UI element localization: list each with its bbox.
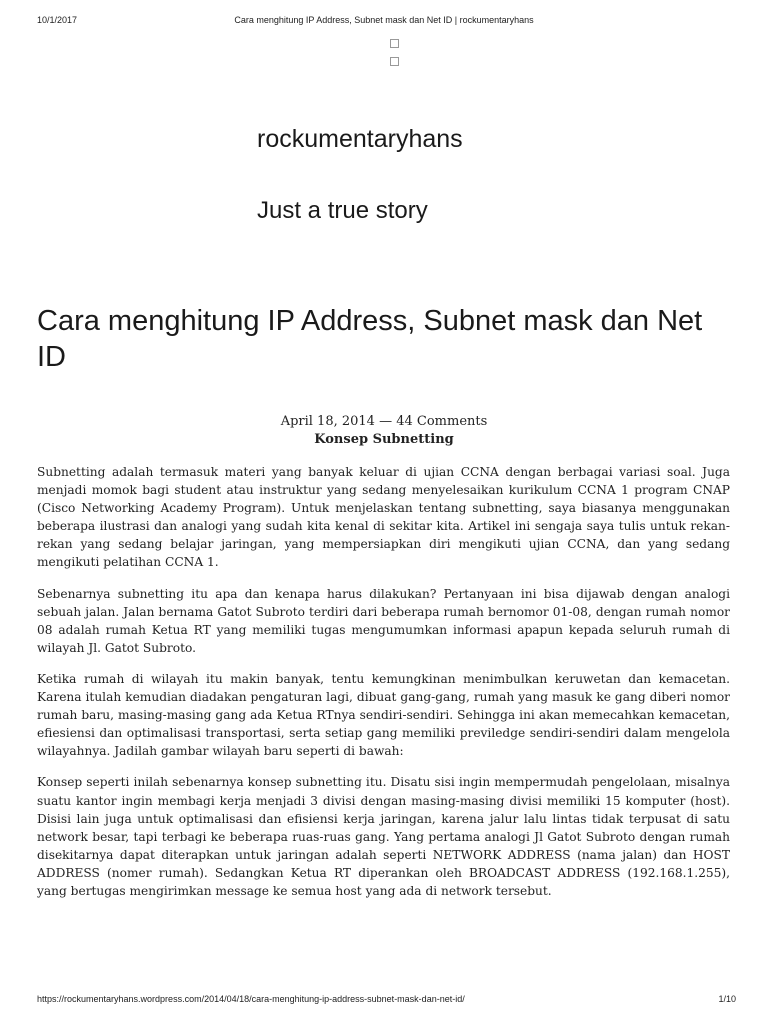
paragraph: Konsep seperti inilah sebenarnya konsep subnetting itu. Disatu sisi ingin mempermudah pengelolaan, misalnya suatu kantor ingin membagi kerja menjadi 3 divisi dengan masing-masing divisi memiliki 15 komputer (host). Disisi lain juga untuk optimalisasi dan efisiensi kerja jaringan, karena jalur lalu lintas tidak terpusat di satu network besar, tapi terbagi ke beberapa ruas-ruas gang. Yang pertama analogi Jl Gatot Subroto dengan rumah disekitarnya dapat diterapkan untuk jaringan adalah seperti NETWORK ADDRESS (nama jalan) dan HOST ADDRESS (nomer rumah). Sedangkan Ketua RT diperankan oleh BROADCAST ADDRESS (192.168.1.255), yang bertugas mengirimkan message ke semua host yang ada di network tersebut.: [37, 775, 730, 898]
paragraph: Ketika rumah di wilayah itu makin banyak, tentu kemungkinan menimbulkan keruwetan dan kemacetan. Karena itulah kemudian diadakan pengaturan lagi, dibuat gang-gang, rumah yang masuk ke gang diberi nomor rumah baru, masing-masing gang ada Ketua RTnya sendiri-sendiri. Sehingga ini akan memecahkan kemacetan, efiesiensi dan optimalisasi transportasi, serta setiap gang memiliki previledge sendiri-sendiri dalam mengelola wilayahnya. Jadilah gambar wilayah baru seperti di bawah:: [37, 671, 730, 759]
site-tagline: Just a true story: [257, 197, 428, 224]
post-title: Cara menghitung IP Address, Subnet mask dan Net ID: [37, 305, 703, 373]
post-content: [37, 463, 730, 913]
page-url: https://rockumentaryhans.wordpress.com/2014/04/18/cara-menghitung-ip-address-subnet-mask-dan-net-id/: [37, 994, 465, 1004]
site-title[interactable]: rockumentaryhans: [257, 125, 463, 153]
print-date: 10/1/2017: [37, 15, 78, 25]
paragraph: Subnetting adalah termasuk materi yang banyak keluar di ujian CCNA dengan berbagai variasi soal. Juga menjadi momok bagi student atau instruktur yang sedang menyelesaikan kurikulum CCNA 1 program CNAP (Cisco Networking Academy Program). Untuk menjelaskan tentang subnetting, saya biasanya menggunakan beberapa ilustrasi dan analogi yang sudah kita kenal di sekitar kita. Artikel ini sengaja saya tulis untuk rekan-rekan yang sedang belajar jaringan, yang mempersiapkan diri mengikuti ujian CCNA, dan yang sedang mengikuti pelatihan CCNA 1.: [37, 465, 730, 570]
broken-image-icon: [390, 57, 399, 66]
post-date[interactable]: April 18, 2014: [280, 414, 375, 429]
meta-separator: —: [374, 414, 397, 429]
print-page-title: Cara menghitung IP Address, Subnet mask dan Net ID | rockumentaryhans: [234, 15, 534, 25]
print-header: [0, 0, 768, 26]
broken-image-icon: [390, 39, 399, 48]
post-category[interactable]: Konsep Subnetting: [314, 432, 454, 447]
post-date-line: [0, 413, 768, 431]
paragraph: Sebenarnya subnetting itu apa dan kenapa harus dilakukan? Pertanyaan ini bisa dijawab dengan analogi sebuah jalan. Jalan bernama Gatot Subroto terdiri dari beberapa rumah bernomor 01-08, dengan rumah nomor 08 adalah rumah Ketua RT yang memiliki tugas mengumumkan informasi apapun kepada seluruh rumah di wilayah Jl. Gatot Subroto.: [37, 586, 730, 655]
page-number: 1/10: [718, 994, 736, 1004]
post-meta: [0, 413, 768, 449]
comments-link[interactable]: 44 Comments: [396, 414, 488, 429]
